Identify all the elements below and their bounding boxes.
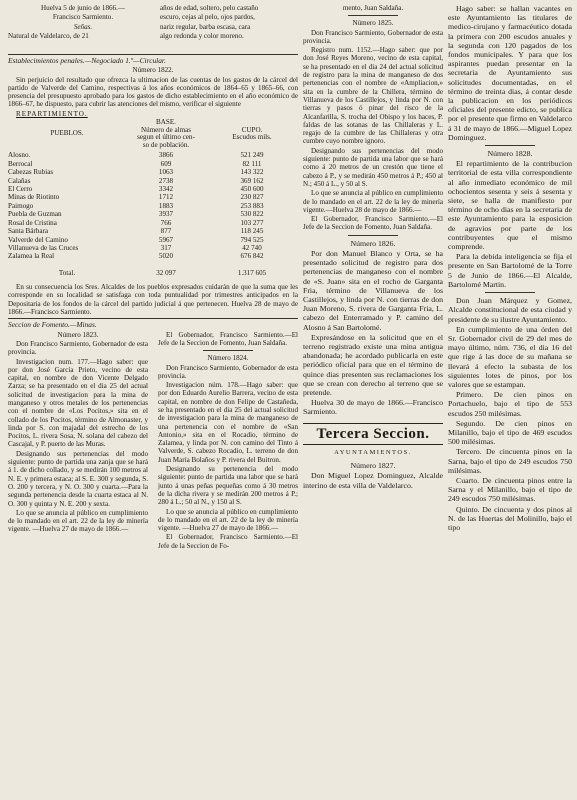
cell-cupo: 118 245 <box>240 227 264 236</box>
table-row <box>8 219 298 227</box>
notice-number: Número 1822. <box>132 66 174 75</box>
cell-pueblo: Calañas <box>8 176 31 185</box>
cell-base: 877 <box>160 227 172 236</box>
header-line: CUPO. <box>241 125 263 134</box>
cell-pueblo: Santa Bárbara <box>8 227 48 236</box>
table-row <box>8 227 298 235</box>
notice-number: Número 1828. <box>487 149 533 159</box>
column-header <box>126 119 206 151</box>
paragraph: Segundo. De cien pinos en Milanillo, bajo el tipo de 469 escudos 500 milésimas. <box>448 418 572 447</box>
cell-pueblo: Puebla de Guzman <box>8 210 62 219</box>
text-line: Huelva 5 de junio de 1866.— <box>41 4 125 12</box>
table-total-row <box>8 261 298 277</box>
divider <box>8 318 298 319</box>
right-column <box>448 4 572 533</box>
paragraph: Lo que se anuncia al público en cumplimiento de lo mandado en el art. 22 de la ley de minería vigente. —Huelva 27 de mayo de 1866.— <box>158 507 298 533</box>
cell-base: 5967 <box>158 235 174 244</box>
paragraph: Cuarto. De cincuenta pinos entre la Sarna y el Milanillo, bajo el tipo de 249 escudos 750 milésimas. <box>448 475 572 504</box>
paragraph: Don Francisco Sarmiento, Gobernador de esta provincia. <box>158 363 298 380</box>
paragraph: Designando sus pertenencias del modo siguiente: punto de partida una labor que se hará como á 20 metros de un crestón que tiene el cabezo á P., y se medirán 450 metros á P.; 450 al N.; 450 á L., y 50 al S. <box>303 146 443 188</box>
notice-1826 <box>303 239 443 417</box>
header-line: Número de almas <box>140 125 192 134</box>
cell-cupo: 103 277 <box>240 218 264 227</box>
divider <box>485 145 535 146</box>
cell-cupo: 794 525 <box>240 235 264 244</box>
cell-base: 3937 <box>158 210 174 219</box>
paragraph: En cumplimiento de una órden del Sr. Gobernador civil de 29 del mes de mayo último, núm. 736, el dia 16 del que rige á las doce de su mañana se llevará á efecto la subasta de los siguientes lotes de pinos, por los valores que se estampan. <box>448 324 572 389</box>
cell-cupo: 369 162 <box>240 176 264 185</box>
total-base: 32 097 <box>156 268 176 277</box>
paragraph: Designando sus pertenencias del modo siguiente: punto de partida una zanja que se hará á 1. de dicho collado, y se medirán 100 metros al N. E. y primera estaca; al S. E. 300 y segunda, S. O. 200 y tercera, y N. O. 300 y cuarta.—Para la segunda pertenencia desde la cuarta estaca al N. O. 300 y quinta y N. E. 200 y sexta. <box>8 449 148 508</box>
paragraph: Don Francisco Sarmiento, Gobernador de esta provincia. <box>303 28 443 45</box>
column-header: PUEBLOS. <box>50 129 84 138</box>
cell-cupo: 676 842 <box>240 252 264 261</box>
paragraph: Don Juan Márquez y Gomez, Alcalde constitucional de esta ciudad y presidente de su ilustre Ayuntamiento. <box>448 296 572 324</box>
divider <box>348 15 398 16</box>
table-header <box>8 119 298 151</box>
header-line: BASE. <box>156 118 176 127</box>
cell-cupo: 143 322 <box>240 168 264 177</box>
cell-base: 3866 <box>158 151 174 160</box>
paragraph: Para la debida inteligencia se fija el presente en San Bartolomé de la Torre 5 de Junio de 1866.—El Alcalde, Bartolomé Martin. <box>448 252 572 289</box>
total-cupo: 1.317 605 <box>237 268 267 277</box>
notice-number: Número 1827. <box>350 461 396 471</box>
top-notice <box>8 4 298 52</box>
notice-number: Número 1826. <box>350 238 396 248</box>
cell-base: 5020 <box>158 252 174 261</box>
paragraph: Lo que se anuncia al público en cumplimiento de lo mandado en el art. 22 de la ley de minería vigente. —Huelva 27 de mayo de 1866.— <box>8 508 148 534</box>
signature: El Gobernador, Francisco Sarmiento.—El Jefe de la Seccion de Fomento, Juan Saldaña. <box>158 330 298 347</box>
cell-pueblo: Villanueva de las Cruces <box>8 243 79 252</box>
paragraph: Don Francisco Sarmiento, Gobernador de esta provincia. <box>8 339 148 357</box>
notice-number: Número 1823. <box>57 330 99 339</box>
cell-pueblo: Cabezas Rubias <box>8 168 54 177</box>
header-line: Escudos mils. <box>232 133 272 142</box>
section-title: Establecimientos penales.—Negociado 1.º—Circular. <box>8 56 166 65</box>
column-header <box>206 119 298 151</box>
divider <box>348 235 398 236</box>
cell-cupo: 253 883 <box>240 201 264 210</box>
header-line: so de población. <box>142 140 190 149</box>
notice-1823 <box>8 331 148 551</box>
table-row <box>8 177 298 185</box>
paragraph: Tercero. De cincuenta pinos en la Sarna, bajo el tipo de 249 escudos 750 milésimas. <box>448 447 572 475</box>
paragraph: Don Miguel Lopez Dominguez, Alcalde interino de esta villa de Valdelarco. <box>303 471 443 490</box>
cell-base: 317 <box>160 243 172 252</box>
text-line: algo redonda y color moreno. <box>160 31 244 40</box>
cell-cupo: 450 600 <box>240 185 264 194</box>
cell-cupo: 42 740 <box>242 243 262 252</box>
top-notice-right <box>160 4 298 52</box>
paragraph: Registro num. 1152.—Hago saber: que por don José Reyes Moreno, vecino de esta capital, se ha presentado en el dia 24 del actual solicitud de registro para la mina de manganeso de dos pertenencias con el nombre de «Ampliacion,» sita en la cumbre de la Chillera, término de Villanueva de los Castillejos, y linda por N. con tierras y pasos ó pinar del risco de la Alcanfarilla, S. trocha del Obispo y los haces, P. faldas de las sotanas de las Chillaleras y L. regajo de la cumbre de las Chillaleras y otra cumbre cuyo nombre ignoro. <box>303 46 443 146</box>
text-line: nariz regular, barba escasa, cara <box>160 22 251 31</box>
paragraph: Investigacion núm. 178.—Hago saber: que por don Eduardo Aurelio Barrera, vecino de esta capital, en nombre de don Felipe de Castañeda, se ha presentado en el dia 25 del actual solicitud de investigacion para la mina de manganeso de una pertenencia con el nombre de «San Antonio,» sita en el Rocadio, término de Zalamea, y linda por N. con camino del Tinto á Valverde, S. cabezo Rocadio, L. terreno de don Juan María Bolaños y P. rivera del Buitron. <box>158 381 298 464</box>
paragraph: Expresándose en la solicitud que en el terreno registrado existe una mina antigua abandonada; he acordado publicarla en este periódico oficial para que en el término de quince dias presenten sus reclamaciones los que se crean con derecho al terreno que se pretende. <box>303 332 443 397</box>
cell-base: 766 <box>160 218 172 227</box>
table-row <box>8 160 298 168</box>
header-line: segun el último cen- <box>137 133 195 142</box>
cell-pueblo: Valverde del Camino <box>8 235 68 244</box>
divider <box>485 292 535 293</box>
table-row <box>8 193 298 201</box>
cell-pueblo: Zalamea la Real <box>8 252 55 261</box>
paragraph: Investigacion num. 177.—Hago saber: que por don José García Prieto, vecino de esta capital, en nombre de don Vicente Delgado Zarza; se ha presentado en el dia 25 del actual solicitud de investigacion para la mina de manganeso y otros metales de los pertenencias con el nombre de «Los Pocitos,» sita en el collado de los Pocitos, término de Almonaster, y linda por S. con majadal del estrecho de los Pocitos, L. rivera Sosa, N. solana del cabezo del Cascajal, y P. puerto de las Muras. <box>8 357 148 449</box>
cell-cupo: 230 827 <box>240 193 264 202</box>
table-row <box>8 236 298 244</box>
paragraph: Designando su pertenencia del modo siguiente: punto de partida una labor que se hará junto á unas peñas pequeñas como á 30 metros de la dicha rivera y se medirán 200 metros á P.; 280 á L.; 50 al N., y 150 al S. <box>158 465 298 507</box>
cell-pueblo: Paimogo <box>8 201 34 210</box>
table-row <box>8 202 298 210</box>
text-line: escuro, cejas al pelo, ojos pardos, <box>160 13 255 22</box>
cell-pueblo: Minas de Riotinto <box>8 193 60 202</box>
table-row <box>8 252 298 260</box>
paragraph: Sin perjuicio del resultado que ofrezca la ultimacion de las cuentas de los gastos de la cárcel del partido de Valverde del Camino, respectivas á los años económicos de 1864–65 y 1865–66, con presencia del presupuesto aprobado para los gastos de dicho establecimiento en el año económico de 1866–67, he dispuesto, para cubrir las atenciones del mismo, verificar el siguiente <box>8 75 298 109</box>
section-title: Seccion de Fomento.—Minas. <box>8 320 97 330</box>
cell-base: 1883 <box>158 201 174 210</box>
table-row <box>8 151 298 159</box>
text-line: Señas. <box>73 22 93 31</box>
text-line: años de edad, soltero, pelo castaño <box>160 4 259 12</box>
paragraph: Lo que se anuncia al público en cumplimiento de lo mandado en el art. 22 de la ley de minería vigente.—Huelva 28 de mayo de 1866.— <box>303 189 443 214</box>
signature: El Gobernador, Francisco Sarmiento.—El Jefe de la Seccion de Fo- <box>158 533 298 550</box>
divider <box>203 350 253 351</box>
cell-cupo: 82 111 <box>242 159 262 168</box>
total-label: Total. <box>58 268 76 277</box>
table-title: REPARTIMIENTO. <box>16 109 88 118</box>
section-heading: Tercera Seccion. <box>303 423 443 445</box>
left-column <box>8 4 298 551</box>
cell-base: 1712 <box>158 193 174 202</box>
repartimiento-table <box>8 119 298 277</box>
cell-cupo: 521 249 <box>240 151 264 160</box>
notice-1824 <box>158 331 298 551</box>
paragraph: Hago saber: se hallan vacantes en este Ayuntamiento las titulares de medico-cirujano y farmacéutico dotada la primera con 200 escudos anuales y la segunda con 120 pagados de los fondos municipales. Y para que los aspirantes puedan presentar en la secretaria de Ayuntamiento sus solicitudes documentadas, en el término de treinta dias, á contar desde la publicacion en los periódicos oficiales del presente edicto, se publica por el presente que firmo en Valdelarco á 31 de mayo de 1866.—Miguel Lopez Dominguez. <box>448 4 572 142</box>
table-row <box>8 168 298 176</box>
signature: mento, Juan Saldaña. <box>342 4 404 12</box>
cell-pueblo: Rosal de Cristina <box>8 218 57 227</box>
middle-column <box>303 4 443 491</box>
subsection-heading: AYUNTAMIENTOS. <box>334 448 412 456</box>
notice-number: Número 1824. <box>207 354 249 363</box>
table-row <box>8 185 298 193</box>
cell-base: 3342 <box>158 185 174 194</box>
top-notice-left <box>8 4 158 52</box>
paragraph: Primero. De cien pinos en Portachuelo, bajo el tipo de 553 escudos 250 milésimas. <box>448 390 572 418</box>
paragraph: Por don Manuel Blanco y Orta, se ha presentado solicitud de registro para dos pertenencias de manganeso con el nombre de «S. Juan» sita en el rocho de Garganta Fria, término de Villanueva de los Castillejos, y linda por N. con tierras de don Juan Moreno, S. rivera de Garganta Fria, L. cabezo del Enterramado y P. camino del Alosno á San Bartolomé. <box>303 248 443 332</box>
table-row <box>8 210 298 218</box>
text-line: Natural de Valdelarco, de 21 <box>8 31 89 40</box>
notice-1827 <box>303 461 443 490</box>
signature: El Gobernador, Francisco Sarmiento.—El Jefe de la Seccion de Fomento, Juan Saldaña. <box>303 215 443 232</box>
cell-base: 609 <box>160 159 172 168</box>
paragraph: El repartimiento de la contribucion territorial de esta villa correspondiente al año inmediato económico de mil ochocientos sesenta y seis á sesenta y siete, se halla de manifiesto por término de ocho dias en la secretaria de este Ayuntamiento para la esposicion de agravios por parte de los contribuyentes que el mismo comprende. <box>448 159 572 252</box>
cell-pueblo: Berrocal <box>8 159 33 168</box>
cell-base: 1063 <box>158 168 174 177</box>
cell-pueblo: Alosno. <box>8 151 31 160</box>
cell-base: 2738 <box>158 176 174 185</box>
notice-number: Número 1825. <box>352 19 394 28</box>
paragraph: En su consecuencia los Sres. Alcaldes de los pueblos expresados cuidarán de que la suma que les corresponde en su localidad se satisfaga con toda puntualidad por trimestres anticipados en la Depositaria de los fondos de la cárcel del partido judicial á que pertenecen. Huelva 28 de mayo de 1866.—Francisco Sarmiento. <box>8 283 298 317</box>
table-row <box>8 244 298 252</box>
cell-cupo: 530 822 <box>240 210 264 219</box>
text-line: Francisco Sarmiento. <box>52 13 114 22</box>
mining-notices <box>8 331 298 551</box>
paragraph: Quinto. De cincuenta y dos pinos al N. de las Huertas del Molinillo, bajo el tipo <box>448 504 572 532</box>
signature: Huelva 30 de mayo de 1866.—Francisco Sarmiento. <box>303 398 443 417</box>
cell-pueblo: El Cerro <box>8 185 33 194</box>
divider <box>8 54 298 55</box>
